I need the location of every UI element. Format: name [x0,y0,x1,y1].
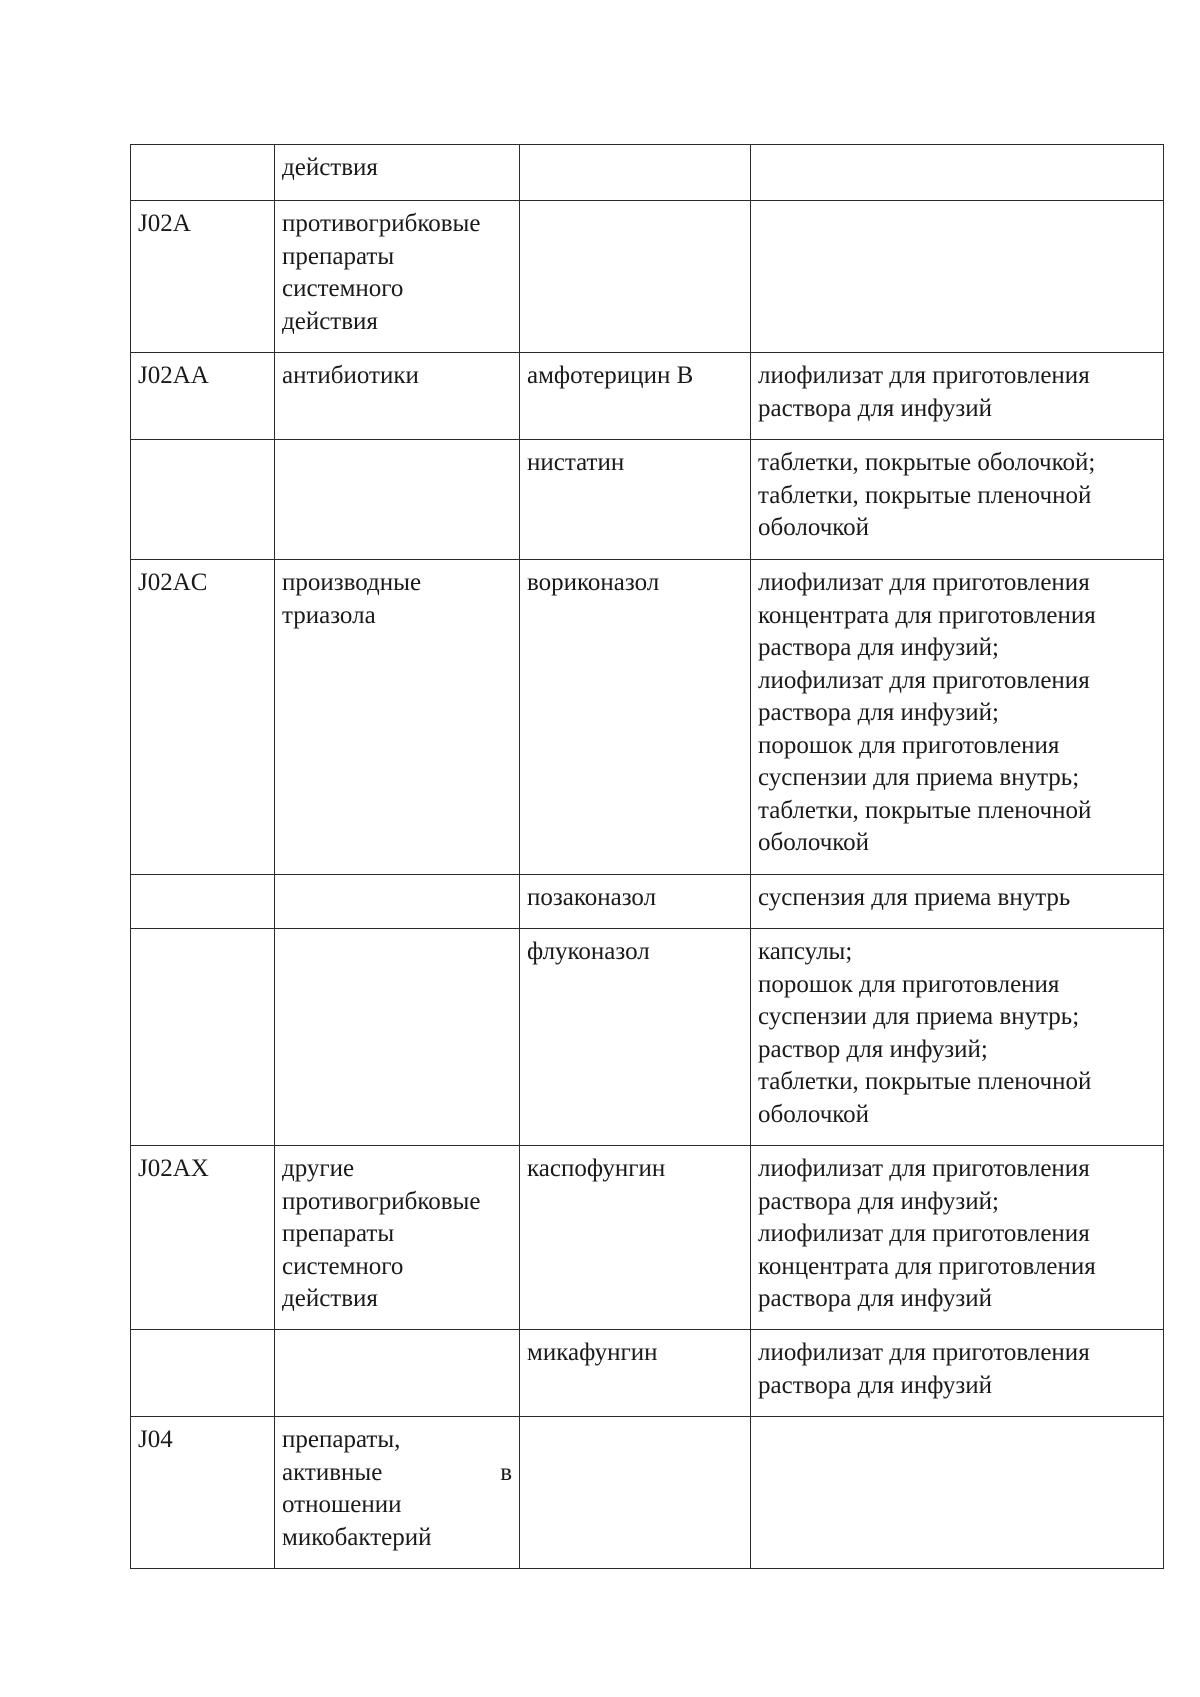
drug-cell [520,145,751,201]
atc-code-cell [131,929,275,1146]
drug-cell: вориконазол [520,560,751,875]
atc-code-cell: J02AC [131,560,275,875]
dosage-form-cell: таблетки, покрытые оболочкой; таблетки, покрытые пленочной оболочкой [751,440,1164,560]
table-row [131,560,1164,875]
drug-cell: позаконазол [520,875,751,929]
drug-cell: каспофунгин [520,1146,751,1330]
group-cell [275,875,520,929]
atc-code-cell: J04 [131,1417,275,1569]
dosage-form-cell: лиофилизат для приготовления раствора для инфузий [751,353,1164,440]
table-row [131,1330,1164,1417]
drug-cell: флуконазол [520,929,751,1146]
group-cell: антибиотики [275,353,520,440]
medication-table [130,144,1164,1569]
group-cell [275,1330,520,1417]
atc-code-cell [131,875,275,929]
table-row [131,1417,1164,1569]
drug-cell: нистатин [520,440,751,560]
group-cell [275,929,520,1146]
atc-code-cell [131,145,275,201]
drug-cell: амфотерицин B [520,353,751,440]
atc-code-cell: J02A [131,201,275,353]
dosage-form-cell: лиофилизат для приготовления раствора для инфузий; лиофилизат для приготовления концентрата для приготовления раствора для инфузий [751,1146,1164,1330]
drug-cell: микафунгин [520,1330,751,1417]
group-cell: противогрибковые препараты системного действия [275,201,520,353]
dosage-form-cell: лиофилизат для приготовления концентрата для приготовления раствора для инфузий; лиофилизат для приготовления раствора для инфузий; порошок для приготовления суспензии для приема внутрь; таблетки, покрытые пленочной оболочкой [751,560,1164,875]
group-cell: действия [275,145,520,201]
dosage-form-cell: капсулы; порошок для приготовления суспензии для приема внутрь; раствор для инфузий; таблетки, покрытые пленочной оболочкой [751,929,1164,1146]
dosage-form-cell: суспензия для приема внутрь [751,875,1164,929]
table-row [131,201,1164,353]
table-row [131,145,1164,201]
dosage-form-cell: лиофилизат для приготовления раствора для инфузий [751,1330,1164,1417]
atc-code-cell [131,440,275,560]
drug-cell [520,201,751,353]
atc-code-cell [131,1330,275,1417]
word: активные [282,1458,383,1486]
table-row [131,929,1164,1146]
group-cell: препараты, активные в отношении микобактерий [275,1417,520,1569]
word: в [500,1458,512,1486]
group-cell: производные триазола [275,560,520,875]
dosage-form-cell [751,1417,1164,1569]
table-row [131,1146,1164,1330]
table-row [131,353,1164,440]
dosage-form-cell [751,145,1164,201]
dosage-form-cell [751,201,1164,353]
drug-cell [520,1417,751,1569]
justified-line [282,1457,512,1490]
table-row [131,440,1164,560]
table-row [131,875,1164,929]
atc-code-cell: J02AX [131,1146,275,1330]
atc-code-cell: J02AA [131,353,275,440]
group-cell [275,440,520,560]
group-cell: другие противогрибковые препараты системного действия [275,1146,520,1330]
